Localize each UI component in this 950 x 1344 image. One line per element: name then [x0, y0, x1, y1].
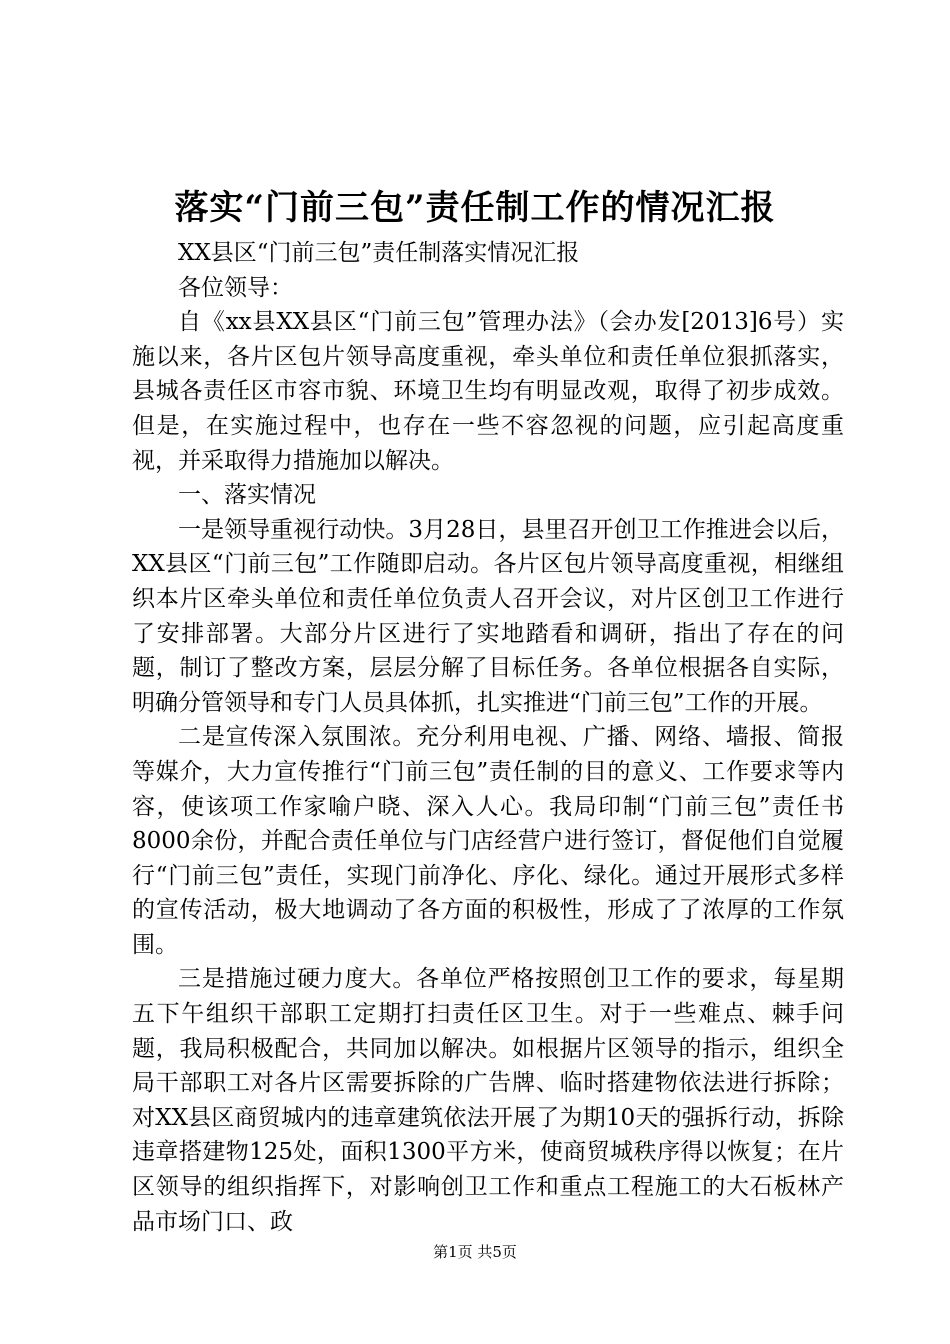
section-heading: 一、落实情况 — [178, 482, 316, 509]
page-footer: 第1页 共5页 — [433, 1243, 517, 1261]
point-two-paragraph: 二是宣传深入氛围浓。充分利用电视、广播、网络、墙报、简报等媒介，大力宣传推行“门前三包”责任制的目的意义、工作要求等内容，使该项工作家喻户晓、深入人心。我局印制“门前三包”责任书8000余份，并配合责任单位与门店经营户进行签订，督促他们自觉履行“门前三包”责任，实现门前净化、序化、绿化。通过开展形式多样的宣传活动，极大地调动了各方面的积极性，形成了了浓厚的工作氛围。 — [132, 724, 844, 958]
document-title: 落实“门前三包”责任制工作的情况汇报 — [174, 188, 776, 228]
subtitle-paragraph: XX县区“门前三包”责任制落实情况汇报 — [178, 240, 580, 266]
salutation-paragraph: 各位领导： — [178, 274, 293, 301]
point-three-paragraph: 三是措施过硬力度大。各单位严格按照创卫工作的要求，每星期五下午组织干部职工定期打扫责任区卫生。对于一些难点、棘手问题，我局积极配合，共同加以解决。如根据片区领导的指示，组织全局干部职工对各片区需要拆除的广告牌、临时搭建物依法进行拆除；对XX县区商贸城内的违章建筑依法开展了为期10天的强拆行动，拆除违章搭建物125处，面积1300平方米，使商贸城秩序得以恢复；在片区领导的组织指挥下，对影响创卫工作和重点工程施工的大石板林产品市场门口、政 — [132, 966, 844, 1235]
intro-paragraph: 自《xx县XX县区“门前三包”管理办法》（会办发[2013]6号）实施以来，各片区包片领导高度重视，牵头单位和责任单位狠抓落实，县城各责任区市容市貌、环境卫生均有明显改观，取得了初步成效。但是，在实施过程中，也存在一些不容忽视的问题，应引起高度重视，并采取得力措施加以解决。 — [132, 309, 844, 474]
document-body — [132, 236, 844, 1239]
point-one-paragraph: 一是领导重视行动快。3月28日，县里召开创卫工作推进会以后，XX县区“门前三包”工作随即启动。各片区包片领导高度重视，相继组织本片区牵头单位和责任单位负责人召开会议，对片区创卫工作进行了安排部署。大部分片区进行了实地踏看和调研，指出了存在的问题，制订了整改方案，层层分解了目标任务。各单位根据各自实际，明确分管领导和专门人员具体抓，扎实推进“门前三包”工作的开展。 — [132, 516, 844, 716]
